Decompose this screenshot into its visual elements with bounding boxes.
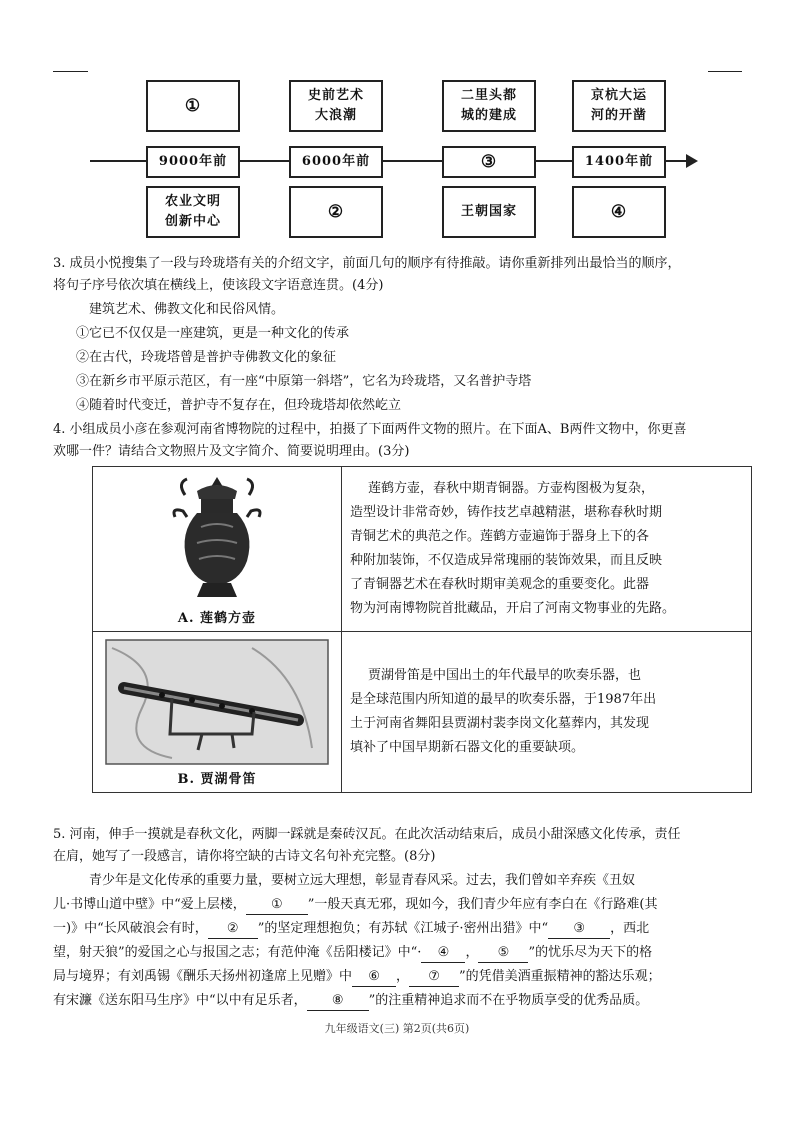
timeline-bottom-box-4: ④	[572, 186, 666, 238]
q5-text: ”一般天真无邪，现如今，我们青少年应有李白在《行路难(其	[307, 897, 658, 912]
artifact-a-text-line: 莲鹤方壶，春秋中期青铜器。方壶构图极为复杂，	[368, 481, 655, 496]
timeline-mid-box-4: 1400年前	[572, 146, 666, 178]
header-rule-left	[53, 71, 88, 72]
q5-passage-line4	[53, 944, 652, 963]
q5-text: ”的凭借美酒重振精神的豁达乐观；	[459, 969, 661, 984]
header-rule-right	[708, 71, 742, 72]
blank-8[interactable]: ⑧	[307, 992, 369, 1011]
artifact-a-caption: A. 莲鹤方壶	[177, 610, 257, 626]
timeline-top-box-1: ①	[146, 80, 240, 132]
q5-text: ”的注重精神追求而不在乎物质享受的优秀品质。	[368, 993, 649, 1008]
q3-item-4: ④随着时代变迁，普护寺不复存在，但玲珑塔却依然屹立	[76, 398, 402, 413]
timeline-mid-box-1: 9000年前	[146, 146, 240, 178]
artifact-row-b	[93, 632, 752, 793]
blank-7[interactable]: ⑦	[409, 968, 459, 987]
q5-text: 儿·书博山道中壁》中“爱上层楼，	[53, 897, 246, 912]
q4-prompt-line2: 欢哪一件？请结合文物照片及文字简介、简要说明理由。(3分)	[53, 444, 410, 459]
page-footer: 九年级语文(三) 第2页(共6页)	[324, 1022, 470, 1035]
q5-passage-line3	[53, 920, 649, 939]
artifact-a-description	[342, 467, 752, 632]
q5-text: 一)》中“长风破浪会有时，	[53, 921, 208, 936]
timeline-bottom-box-1: 农业文明 创新中心	[146, 186, 240, 238]
q5-passage-line2	[53, 896, 658, 915]
artifact-a-picture	[93, 467, 342, 632]
q5-text: ，	[396, 969, 410, 984]
blank-6[interactable]: ⑥	[352, 968, 396, 987]
artifact-a-text-line: 造型设计非常奇妙，铸作技艺卓越精湛，堪称春秋时期	[350, 505, 663, 520]
q3-prompt-line2: 将句子序号依次填在横线上，使该段文字语意连贯。(4分)	[53, 278, 384, 293]
q5-passage-line5	[53, 968, 661, 987]
artifact-b-text-line: 贾湖骨笛是中国出土的年代最早的吹奏乐器，也	[368, 668, 642, 683]
blank-1[interactable]: ①	[246, 896, 308, 915]
q3-prompt-line1: 3. 成员小悦搜集了一段与玲珑塔有关的介绍文字，前面几句的顺序有待推敲。请你重新排列出最恰当的顺序，	[53, 256, 681, 271]
bone-flute-icon	[102, 638, 332, 766]
artifact-a-text-line: 物为河南博物院首批藏品，开启了河南文物事业的先路。	[350, 601, 676, 616]
q3-passage-tail: 建筑艺术、佛教文化和民俗风情。	[89, 302, 285, 317]
timeline-top-box-3: 二里头都 城的建成	[442, 80, 536, 132]
q5-text: 青少年是文化传承的重要力量，要树立远大理想，彰显青春风采。过去，我们曾如辛弃疾《丑奴	[89, 873, 636, 888]
q5-passage-line1	[89, 872, 635, 890]
timeline-top-box-2: 史前艺术 大浪潮	[289, 80, 383, 132]
q5-passage-line6	[53, 992, 648, 1011]
q5-text: ，	[465, 945, 479, 960]
q4-prompt-line1: 4. 小组成员小彦在参观河南省博物院的过程中，拍摄了下面两件文物的照片。在下面A、B两件文物中，你更喜	[53, 422, 687, 437]
q5-text: 望，射天狼”的爱国之心与报国之志；有范仲淹《岳阳楼记》中“·	[53, 945, 422, 960]
artifact-b-description	[342, 632, 752, 793]
q5-prompt-line1: 5. 河南，伸手一摸就是春秋文化，两脚一踩就是秦砖汉瓦。在此次活动结束后，成员小甜深感文化传承，责任	[53, 827, 681, 842]
q3-item-1: ①它已不仅仅是一座建筑，更是一种文化的传承	[76, 326, 350, 341]
q5-prompt-line2: 在肩，她写了一段感言，请你将空缺的古诗文名句补充完整。(8分)	[53, 849, 436, 864]
blank-5[interactable]: ⑤	[478, 944, 528, 963]
artifact-table	[92, 466, 752, 793]
timeline-arrow-icon	[686, 154, 698, 168]
timeline-top-box-4: 京杭大运 河的开凿	[572, 80, 666, 132]
timeline-mid-box-2: 6000年前	[289, 146, 383, 178]
q3-item-3: ③在新乡市平原示范区，有一座“中原第一斜塔”，它名为玲珑塔，又名普护寺塔	[76, 374, 532, 389]
artifact-b-picture	[93, 632, 342, 793]
artifact-b-text-line: 是全球范围内所知道的最早的吹奏乐器，于1987年出	[350, 692, 657, 707]
artifact-row-a	[93, 467, 752, 632]
artifact-a-text-line: 了青铜器艺术在春秋时期审美观念的重要变化。此器	[350, 577, 650, 592]
timeline-bottom-box-2: ②	[289, 186, 383, 238]
artifact-b-text-line: 土于河南省舞阳县贾湖村裴李岗文化墓葬内，其发现	[350, 716, 650, 731]
artifact-a-text-line: 青铜艺术的典范之作。莲鹤方壶遍饰于器身上下的各	[350, 529, 650, 544]
timeline-bottom-box-3: 王朝国家	[442, 186, 536, 238]
q3-item-2: ②在古代，玲珑塔曾是普护寺佛教文化的象征	[76, 350, 337, 365]
timeline-mid-box-3: ③	[442, 146, 536, 178]
artifact-b-text-line: 填补了中国早期新石器文化的重要缺项。	[350, 740, 585, 755]
blank-4[interactable]: ④	[421, 944, 465, 963]
blank-3[interactable]: ③	[548, 920, 610, 939]
q5-text: 有宋濂《送东阳马生序》中“以中有足乐者，	[53, 993, 307, 1008]
artifact-a-text-line: 种附加装饰，不仅造成异常瑰丽的装饰效果，而且反映	[350, 553, 663, 568]
timeline-diagram	[90, 76, 706, 248]
bronze-vase-icon	[157, 473, 277, 603]
q5-text: ”的坚定理想抱负；有苏轼《江城子·密州出猎》中“	[257, 921, 549, 936]
blank-2[interactable]: ②	[208, 920, 258, 939]
artifact-b-caption: B. 贾湖骨笛	[177, 771, 257, 787]
q5-text: ”的忧乐尽为天下的格	[528, 945, 653, 960]
q5-text: 局与境界；有刘禹锡《酬乐天扬州初逢席上见赠》中	[53, 969, 353, 984]
q5-text: ，西北	[610, 921, 650, 936]
